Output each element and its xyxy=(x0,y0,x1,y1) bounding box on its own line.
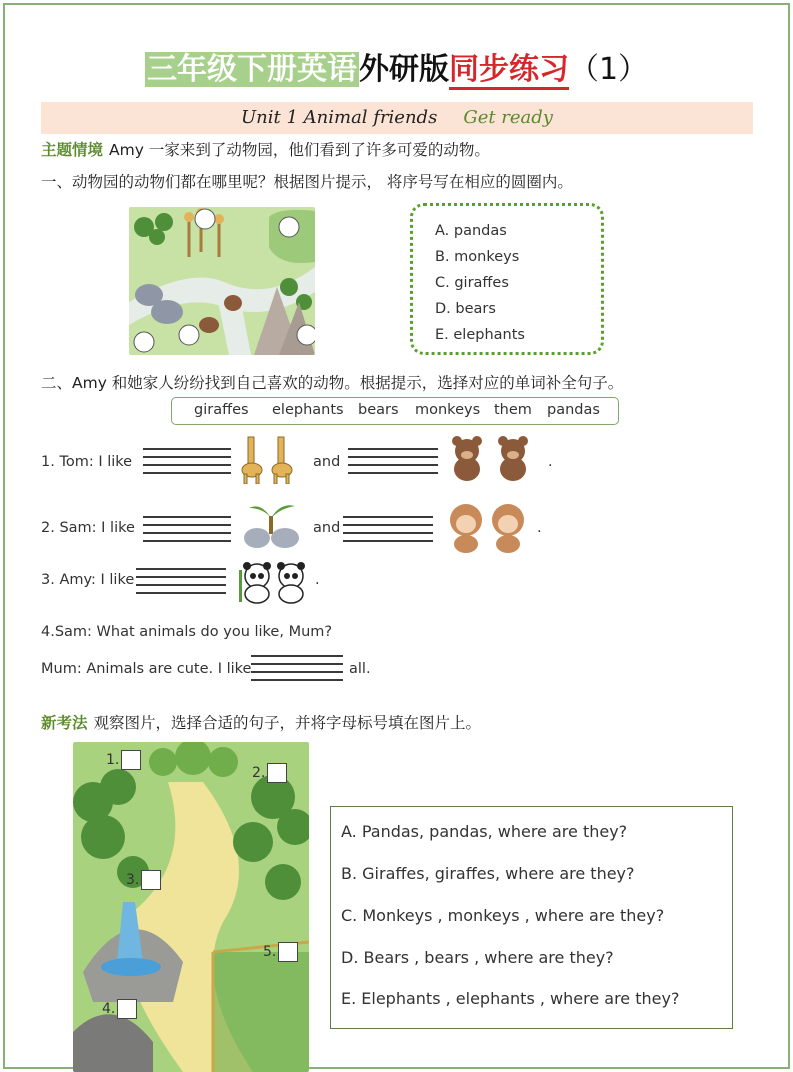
park-number-5: 5. xyxy=(263,944,277,960)
s1-blank-2[interactable] xyxy=(348,444,438,470)
word-bank-item: monkeys xyxy=(415,402,481,418)
s2-blank-2[interactable] xyxy=(343,512,433,538)
word-bank xyxy=(171,397,619,425)
new-option-e: E. Elephants , elephants , where are they? xyxy=(341,989,680,1008)
theme-label: 主题情境 xyxy=(41,141,104,159)
s1-end: . xyxy=(548,454,553,470)
monkeys-icon xyxy=(446,500,532,554)
q1-options-box xyxy=(410,203,604,355)
unit-name: Unit 1 Animal friends xyxy=(241,107,438,128)
word-bank-item: them xyxy=(494,402,532,418)
zoo-map-image xyxy=(129,207,315,355)
word-bank-item: giraffes xyxy=(194,402,249,418)
word-bank-item: pandas xyxy=(547,402,600,418)
pandas-icon xyxy=(237,560,309,604)
unit-banner xyxy=(41,102,753,134)
park-number-4: 4. xyxy=(102,1001,116,1017)
new-question-label: 新考法 xyxy=(41,714,88,732)
park-number-1: 1. xyxy=(106,752,120,768)
answer-box-3[interactable] xyxy=(141,870,161,890)
s2-start: 2. Sam: I like xyxy=(41,520,135,536)
title-number: （1） xyxy=(568,52,649,87)
new-option-d: D. Bears , bears , where are they? xyxy=(341,948,614,967)
new-option-c: C. Monkeys , monkeys , where are they? xyxy=(341,906,665,925)
q1-option-a: A. pandas xyxy=(435,223,507,239)
title-grade: 三年级下册英语 xyxy=(146,52,357,87)
answer-box-1[interactable] xyxy=(121,750,141,770)
q1-option-c: C. giraffes xyxy=(435,275,509,291)
word-bank-item: bears xyxy=(358,402,399,418)
q1-instruction: 一、动物园的动物们都在哪里呢？根据图片提示， 将序号写在相应的圆圈内。 xyxy=(41,173,573,191)
s1-and: and xyxy=(313,454,341,470)
new-question-text: 观察图片，选择合适的句子，并将字母标号填在图片上。 xyxy=(93,714,482,732)
s3-blank-1[interactable] xyxy=(136,564,226,590)
park-number-3: 3. xyxy=(126,872,140,888)
s3-end: . xyxy=(315,572,320,588)
page-title xyxy=(0,44,793,96)
title-practice: 同步练习 xyxy=(449,52,569,90)
answer-box-4[interactable] xyxy=(117,999,137,1019)
q1-option-e: E. elephants xyxy=(435,327,525,343)
elephants-icon xyxy=(241,500,305,550)
s4-question: 4.Sam: What animals do you like, Mum? xyxy=(41,624,333,640)
s1-blank-1[interactable] xyxy=(143,444,231,470)
zoo-park-image xyxy=(73,742,309,1072)
title-edition: 外研版 xyxy=(358,52,449,87)
s4-end: all. xyxy=(349,661,371,677)
q1-option-b: B. monkeys xyxy=(435,249,520,265)
s4-blank[interactable] xyxy=(251,651,343,677)
park-number-2: 2. xyxy=(252,765,266,781)
s1-start: 1. Tom: I like xyxy=(41,454,133,470)
new-option-a: A. Pandas, pandas, where are they? xyxy=(341,822,628,841)
theme-text: Amy 一家来到了动物园，他们看到了许多可爱的动物。 xyxy=(109,141,490,159)
s3-start: 3. Amy: I like xyxy=(41,572,135,588)
new-options-box xyxy=(330,806,733,1029)
answer-box-5[interactable] xyxy=(278,942,298,962)
s2-end: . xyxy=(537,520,542,536)
s2-blank-1[interactable] xyxy=(143,512,231,538)
new-option-b: B. Giraffes, giraffes, where are they? xyxy=(341,864,635,883)
theme-line xyxy=(41,139,490,161)
q2-instruction: 二、Amy 和她家人纷纷找到自己喜欢的动物。根据提示，选择对应的单词补全句子。 xyxy=(41,374,624,392)
q1-option-d: D. bears xyxy=(435,301,496,317)
s4-start: Mum: Animals are cute. I like xyxy=(41,661,252,677)
new-question-line xyxy=(41,712,481,734)
bears-icon xyxy=(445,435,537,481)
giraffes-icon xyxy=(238,432,300,484)
answer-box-2[interactable] xyxy=(267,763,287,783)
word-bank-item: elephants xyxy=(272,402,344,418)
unit-section: Get ready xyxy=(463,107,553,128)
s2-and: and xyxy=(313,520,341,536)
